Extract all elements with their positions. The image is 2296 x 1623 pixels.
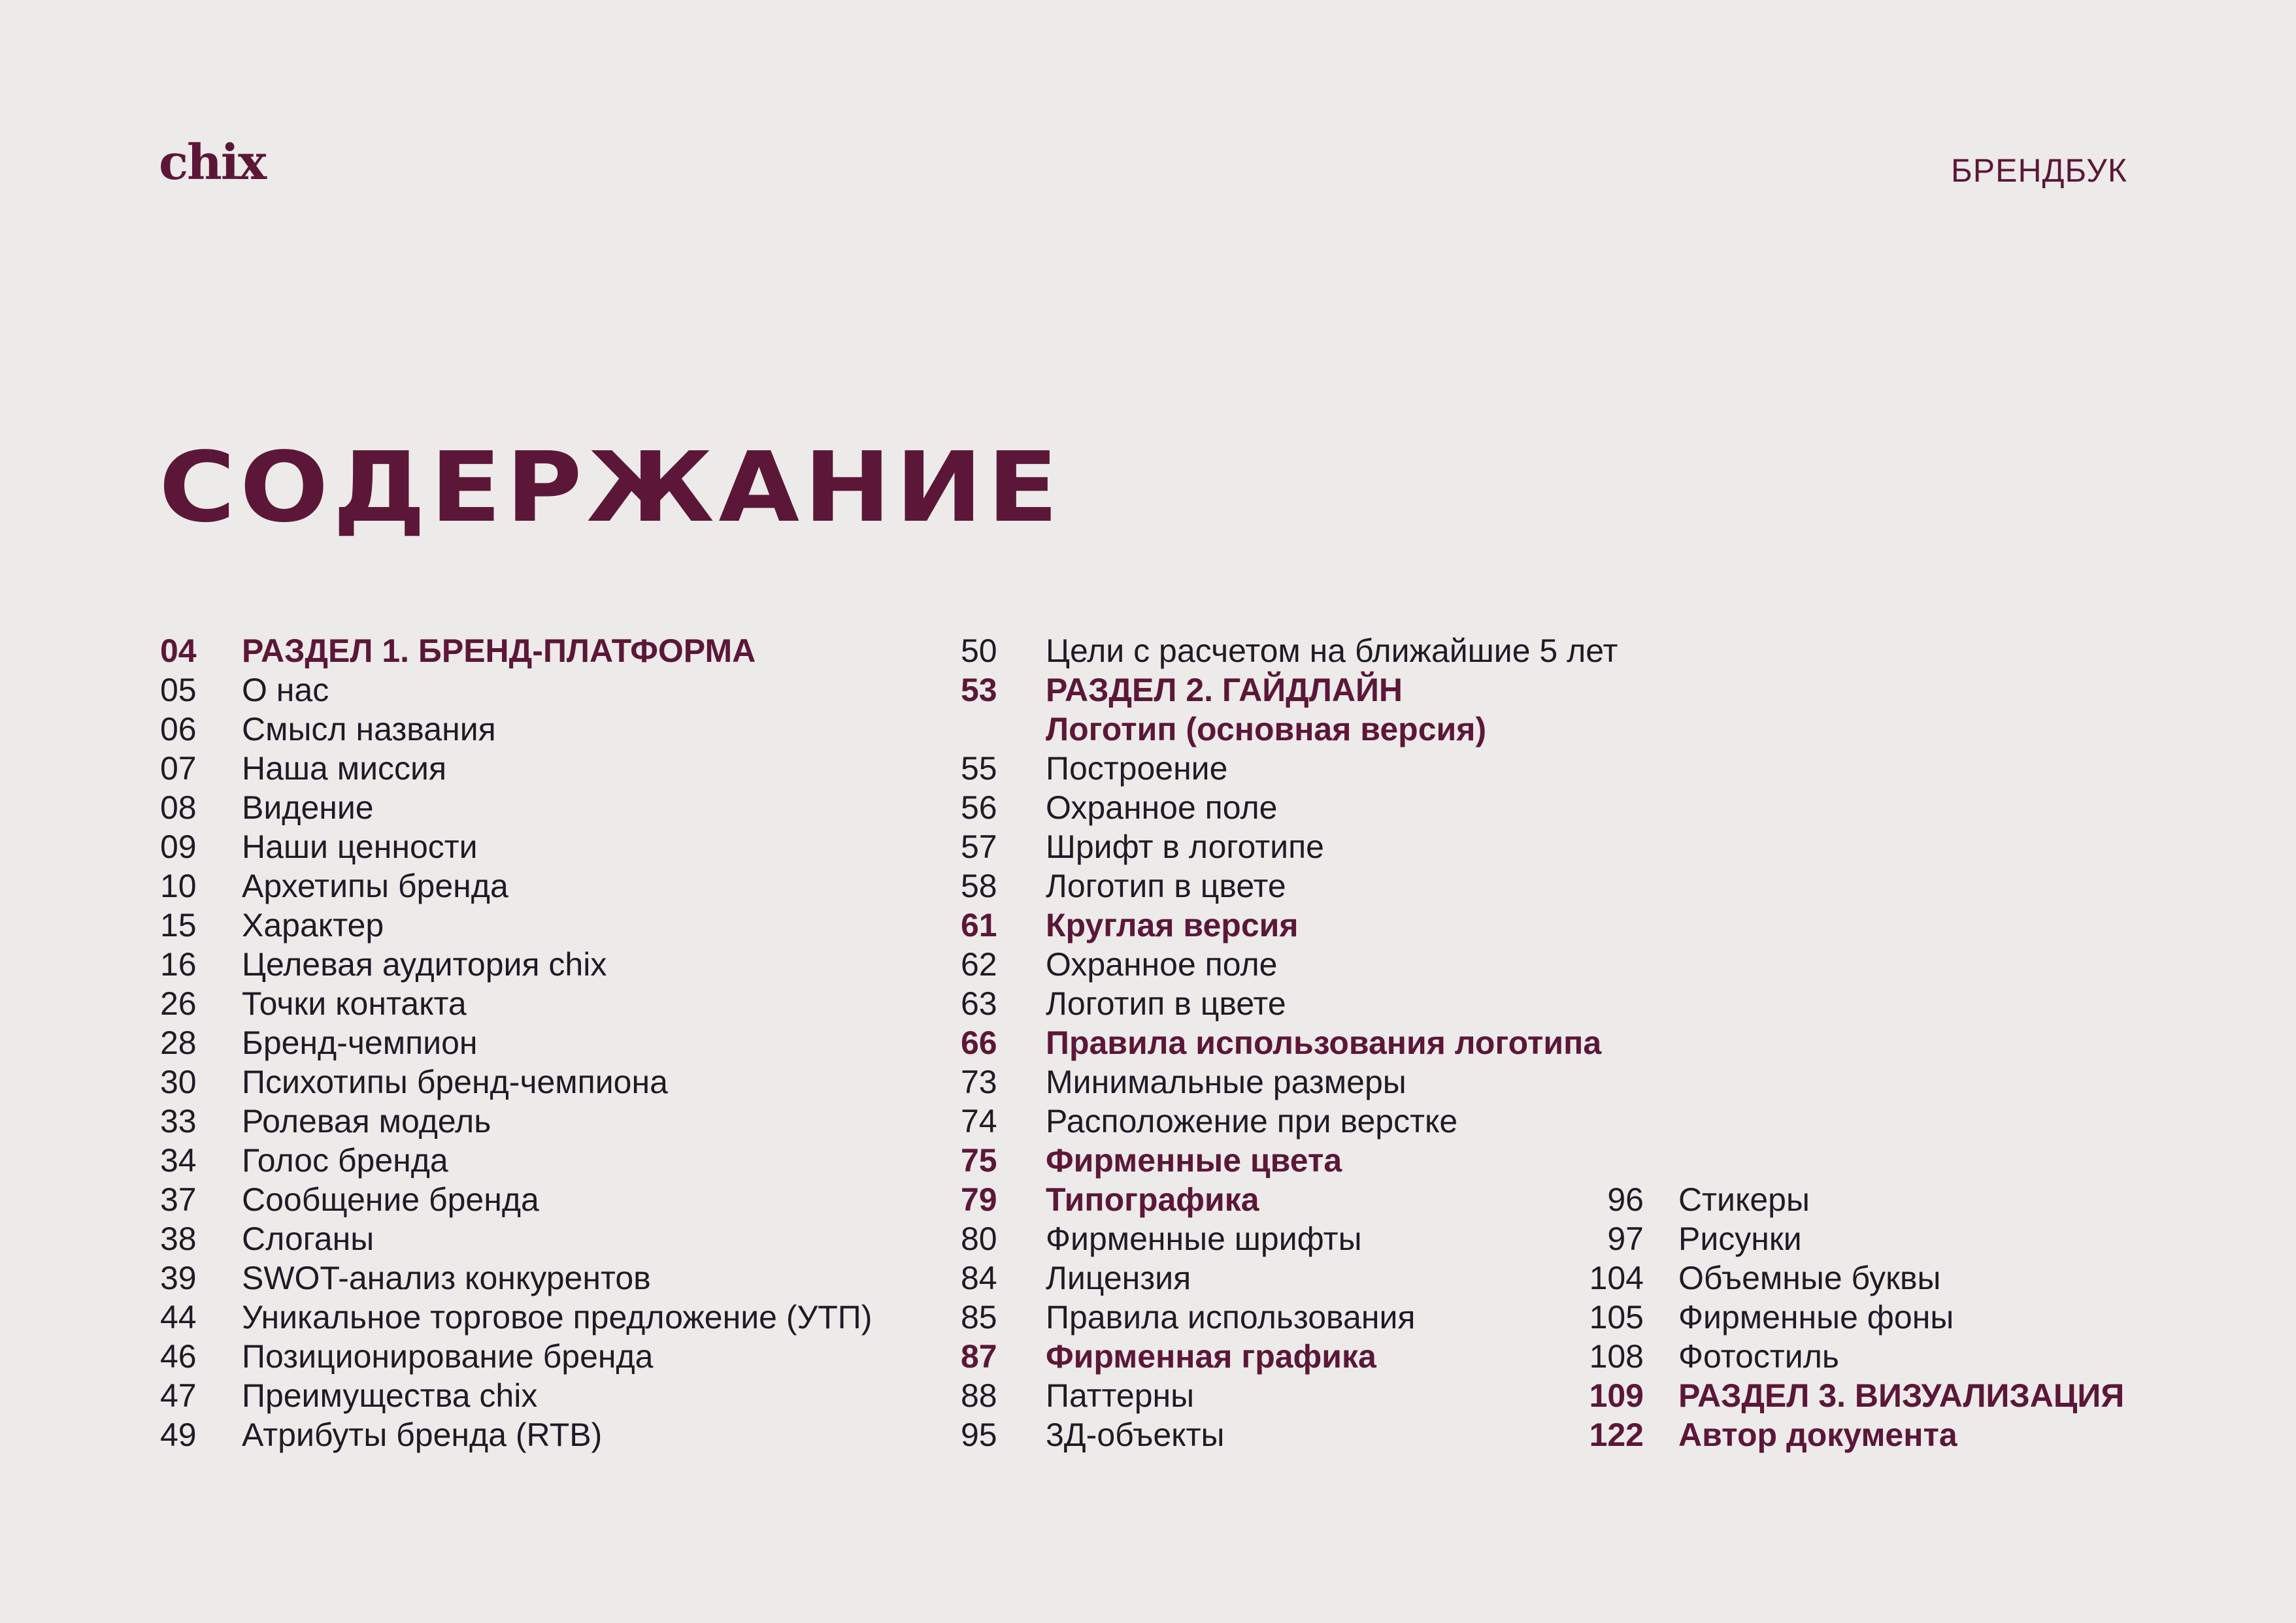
toc-entry-title: Правила использования (1046, 1299, 1416, 1336)
toc-entry-title: Построение (1046, 750, 1228, 787)
toc-entry[interactable] (961, 945, 1618, 984)
toc-entry[interactable] (160, 1180, 872, 1219)
toc-entry[interactable] (961, 866, 1618, 906)
toc-page-number: 09 (160, 828, 197, 865)
toc-section-entry[interactable] (961, 1337, 1618, 1376)
toc-page-number: 88 (961, 1377, 997, 1414)
toc-entry-title: Наши ценности (242, 828, 478, 865)
toc-column-2 (961, 631, 1618, 1454)
toc-entry[interactable] (160, 710, 872, 749)
toc-entry-title: Логотип в цвете (1046, 868, 1286, 904)
toc-page-number: 56 (961, 789, 997, 826)
toc-entry-title: Расположение при верстке (1046, 1103, 1458, 1139)
toc-entry[interactable] (1582, 1298, 2124, 1337)
toc-section-entry[interactable] (961, 1023, 1618, 1062)
toc-page-number: 84 (961, 1260, 997, 1296)
toc-entry-title: О нас (242, 672, 329, 708)
toc-page-number (961, 710, 1046, 749)
brand-logo: chix (159, 135, 266, 191)
toc-section-entry[interactable] (160, 631, 872, 670)
toc-page-number: 75 (961, 1142, 997, 1179)
toc-page-number: 79 (961, 1181, 997, 1218)
toc-page-number: 05 (160, 672, 197, 708)
toc-page-number: 80 (961, 1221, 997, 1257)
toc-entry-title: Фирменные шрифты (1046, 1221, 1362, 1257)
toc-entry[interactable] (160, 1102, 872, 1141)
toc-entry-title: Логотип в цвете (1046, 985, 1286, 1022)
toc-entry[interactable] (1582, 1258, 2124, 1298)
toc-column-3 (1582, 1180, 2124, 1454)
toc-entry[interactable] (160, 670, 872, 710)
toc-page-number: 37 (160, 1181, 197, 1218)
toc-entry-title: Автор документа (1678, 1417, 1957, 1453)
toc-entry-title: Фирменные фоны (1678, 1299, 1954, 1336)
toc-entry-title: Рисунки (1678, 1221, 1802, 1257)
toc-page-number: 96 (1607, 1181, 1644, 1218)
toc-entry[interactable] (961, 1258, 1618, 1298)
toc-entry[interactable] (160, 984, 872, 1023)
toc-entry-title: Бренд-чемпион (242, 1025, 478, 1061)
toc-column-1 (160, 631, 872, 1454)
toc-entry-title: Точки контакта (242, 985, 467, 1022)
toc-page-number: 61 (961, 907, 997, 943)
toc-entry-title: Фирменная графика (1046, 1338, 1376, 1375)
toc-entry[interactable] (160, 1298, 872, 1337)
toc-entry[interactable] (961, 1219, 1618, 1258)
toc-entry-title: Характер (242, 907, 384, 943)
toc-entry-title: Ролевая модель (242, 1103, 491, 1139)
toc-entry[interactable] (160, 749, 872, 788)
toc-page-number: 30 (160, 1064, 197, 1100)
toc-entry-title: Охранное поле (1046, 946, 1278, 983)
toc-page-number: 97 (1607, 1221, 1644, 1257)
toc-entry-title: Типографика (1046, 1181, 1259, 1218)
toc-page-number: 28 (160, 1025, 197, 1061)
toc-page-number: 26 (160, 985, 197, 1022)
toc-page-number: 57 (961, 828, 997, 865)
toc-entry-title: Минимальные размеры (1046, 1064, 1406, 1100)
toc-entry-title: Наша миссия (242, 750, 447, 787)
toc-entry-title: Видение (242, 789, 374, 826)
toc-page-number: 47 (160, 1377, 197, 1414)
toc-entry-title: РАЗДЕЛ 1. БРЕНД-ПЛАТФОРМА (242, 632, 756, 669)
toc-entry-title: Сообщение бренда (242, 1181, 539, 1218)
toc-page-number: 50 (961, 632, 997, 669)
toc-entry[interactable] (961, 749, 1618, 788)
toc-entry-title: Шрифт в логотипе (1046, 828, 1324, 865)
toc-page-number: 108 (1589, 1338, 1644, 1375)
toc-page-number: 73 (961, 1064, 997, 1100)
toc-page-number: 38 (160, 1221, 197, 1257)
toc-entry-title: Позиционирование бренда (242, 1338, 654, 1375)
toc-page-number: 104 (1589, 1260, 1644, 1296)
toc-entry-title: РАЗДЕЛ 3. ВИЗУАЛИЗАЦИЯ (1678, 1377, 2125, 1414)
toc-entry[interactable] (961, 1062, 1618, 1102)
toc-entry[interactable] (160, 1415, 872, 1454)
toc-page-number: 15 (160, 907, 197, 943)
toc-entry[interactable] (160, 1337, 872, 1376)
toc-entry-title: Лицензия (1046, 1260, 1191, 1296)
toc-entry-title: РАЗДЕЛ 2. ГАЙДЛАЙН (1046, 672, 1403, 708)
toc-page-number: 87 (961, 1338, 997, 1375)
toc-section-entry[interactable] (961, 710, 1618, 749)
toc-section-entry[interactable] (961, 1141, 1618, 1180)
toc-entry[interactable] (1582, 1337, 2124, 1376)
toc-page-number: 105 (1589, 1299, 1644, 1336)
toc-entry[interactable] (961, 827, 1618, 866)
toc-entry[interactable] (160, 1141, 872, 1180)
document-type-label: БРЕНДБУК (1950, 152, 2127, 189)
toc-entry-title: SWOT-анализ конкурентов (242, 1260, 651, 1296)
toc-entry[interactable] (1582, 1219, 2124, 1258)
toc-page-number: 62 (961, 946, 997, 983)
toc-page-number: 66 (961, 1025, 997, 1061)
page-title: СОДЕРЖАНИЕ (159, 431, 1063, 544)
toc-section-entry[interactable] (961, 670, 1618, 710)
toc-page-number: 44 (160, 1299, 197, 1336)
toc-entry-title: Смысл названия (242, 711, 496, 747)
toc-page-number: 74 (961, 1103, 997, 1139)
toc-entry[interactable] (961, 1102, 1618, 1141)
toc-page-number: 109 (1589, 1377, 1644, 1414)
toc-entry-title: Преимущества chix (242, 1377, 538, 1414)
toc-entry[interactable] (160, 788, 872, 827)
toc-entry-title: Голос бренда (242, 1142, 448, 1179)
toc-entry[interactable] (160, 827, 872, 866)
toc-entry-title: Правила использования логотипа (1046, 1025, 1602, 1061)
toc-entry[interactable] (961, 1298, 1618, 1337)
toc-entry[interactable] (1582, 1180, 2124, 1219)
toc-page-number: 85 (961, 1299, 997, 1336)
toc-entry-title: Охранное поле (1046, 789, 1278, 826)
toc-entry[interactable] (160, 866, 872, 906)
toc-section-entry[interactable] (1582, 1415, 2124, 1454)
toc-entry[interactable] (160, 1062, 872, 1102)
toc-section-entry[interactable] (961, 906, 1618, 945)
toc-page-number: 39 (160, 1260, 197, 1296)
toc-entry-title: Круглая версия (1046, 907, 1299, 943)
toc-entry[interactable] (160, 1258, 872, 1298)
toc-entry[interactable] (160, 906, 872, 945)
toc-entry-title: Логотип (основная версия) (1046, 711, 1487, 747)
toc-entry-title: 3Д-объекты (1046, 1417, 1225, 1453)
toc-entry-title: Слоганы (242, 1221, 374, 1257)
toc-page-number: 95 (961, 1417, 997, 1453)
toc-entry-title: Паттерны (1046, 1377, 1195, 1414)
toc-entry[interactable] (160, 945, 872, 984)
toc-entry-title: Уникальное торговое предложение (УТП) (242, 1299, 873, 1336)
toc-page-number: 53 (961, 672, 997, 708)
toc-entry-title: Психотипы бренд-чемпиона (242, 1064, 668, 1100)
toc-entry[interactable] (160, 1023, 872, 1062)
toc-page-number: 33 (160, 1103, 197, 1139)
toc-section-entry[interactable] (961, 1180, 1618, 1219)
toc-entry[interactable] (961, 1415, 1618, 1454)
toc-page-number: 58 (961, 868, 997, 904)
toc-entry-title: Объемные буквы (1678, 1260, 1941, 1296)
toc-entry-title: Фотостиль (1678, 1338, 1839, 1375)
toc-page-number: 46 (160, 1338, 197, 1375)
toc-entry-title: Стикеры (1678, 1181, 1810, 1218)
toc-page-number: 08 (160, 789, 197, 826)
toc-entry-title: Цели с расчетом на ближайшие 5 лет (1046, 632, 1618, 669)
toc-entry[interactable] (160, 1376, 872, 1415)
toc-page-number: 07 (160, 750, 197, 787)
toc-entry[interactable] (160, 1219, 872, 1258)
toc-entry[interactable] (961, 984, 1618, 1023)
toc-page-number: 10 (160, 868, 197, 904)
toc-entry[interactable] (961, 788, 1618, 827)
toc-entry[interactable] (961, 1376, 1618, 1415)
toc-page-number: 49 (160, 1417, 197, 1453)
toc-entry-title: Фирменные цвета (1046, 1142, 1342, 1179)
toc-entry[interactable] (961, 631, 1618, 670)
toc-page-number: 34 (160, 1142, 197, 1179)
toc-entry-title: Атрибуты бренда (RTB) (242, 1417, 603, 1453)
toc-page-number: 04 (160, 632, 197, 669)
toc-entry-title: Целевая аудитория chix (242, 946, 607, 983)
toc-section-entry[interactable] (1582, 1376, 2124, 1415)
toc-page-number: 55 (961, 750, 997, 787)
toc-page-number: 122 (1589, 1417, 1644, 1453)
toc-page-number: 06 (160, 711, 197, 747)
toc-entry-title: Архетипы бренда (242, 868, 508, 904)
toc-page-number: 63 (961, 985, 997, 1022)
toc-page-number: 16 (160, 946, 197, 983)
